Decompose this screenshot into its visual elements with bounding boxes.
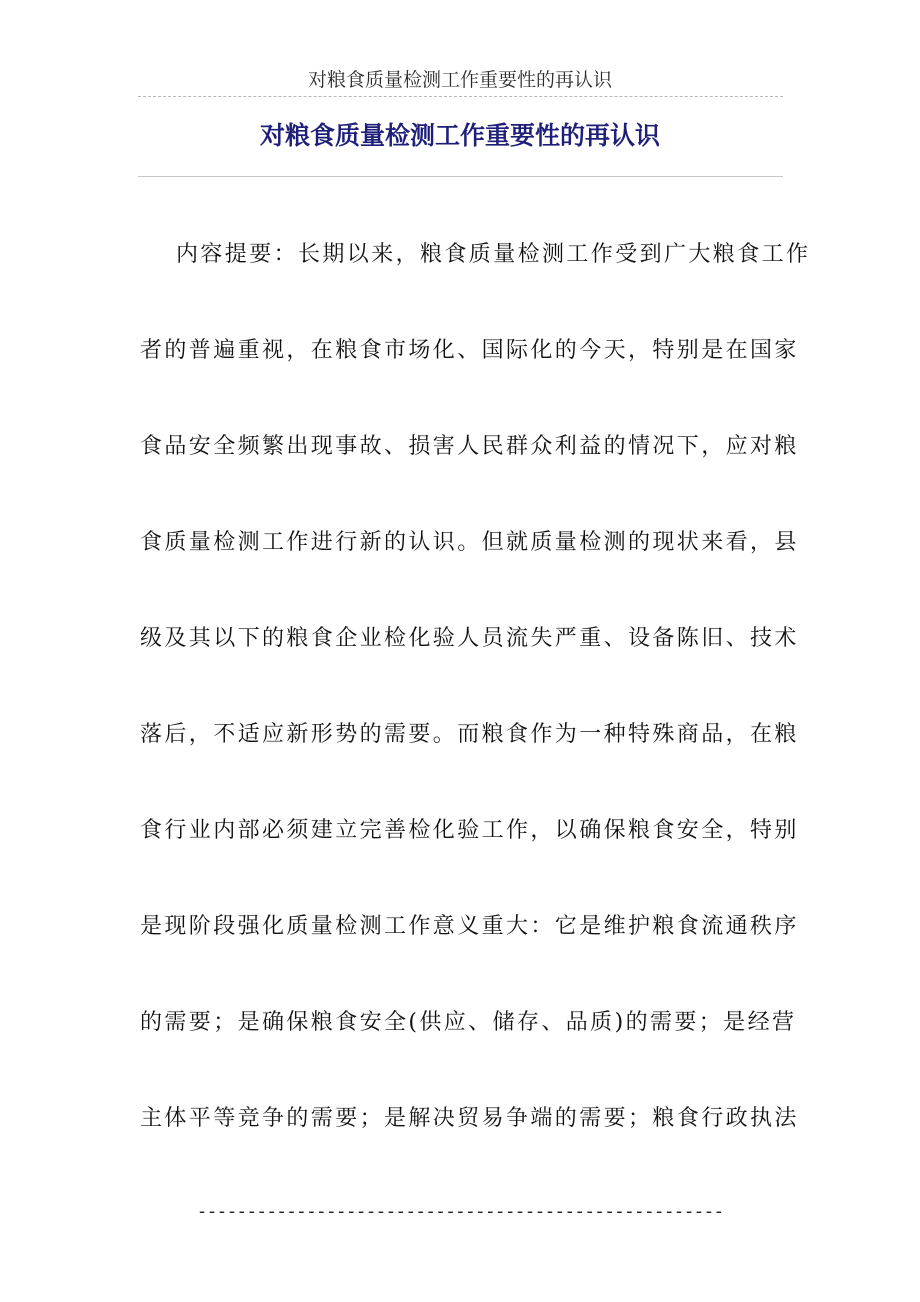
body-line-6: 落后，不适应新形势的需要。而粮食作为一种特殊商品，在粮 — [140, 722, 799, 747]
body-line-4: 食质量检测工作进行新的认识。但就质量检测的现状来看，县 — [140, 530, 799, 555]
document-title: 对粮食质量检测工作重要性的再认识 — [259, 121, 660, 150]
body-line-2: 者的普遍重视，在粮食市场化、国际化的今天，特别是在国家 — [140, 338, 799, 363]
body-line-8: 是现阶段强化质量检测工作意义重大：它是维护粮食流通秩序 — [140, 914, 799, 939]
running-header-title: 对粮食质量检测工作重要性的再认识 — [307, 69, 612, 91]
body-line-3: 食品安全频繁出现事故、损害人民群众利益的情况下，应对粮 — [140, 434, 799, 459]
title-divider — [138, 176, 783, 177]
body-line-10: 主体平等竞争的需要；是解决贸易争端的需要；粮食行政执法 — [140, 1106, 799, 1131]
body-line-7: 食行业内部必须建立完善检化验工作，以确保粮食安全，特别 — [140, 818, 799, 843]
body-line-5: 级及其以下的粮食企业检化验人员流失严重、设备陈旧、技术 — [140, 626, 799, 651]
footer-separator: ----------------------------------------------------- — [196, 1201, 724, 1222]
body-line-1: 内容提要：长期以来，粮食质量检测工作受到广大粮食工作 — [176, 242, 811, 267]
body-line-9: 的需要；是确保粮食安全(供应、储存、品质)的需要；是经营 — [140, 1010, 797, 1035]
header-divider — [138, 96, 783, 97]
